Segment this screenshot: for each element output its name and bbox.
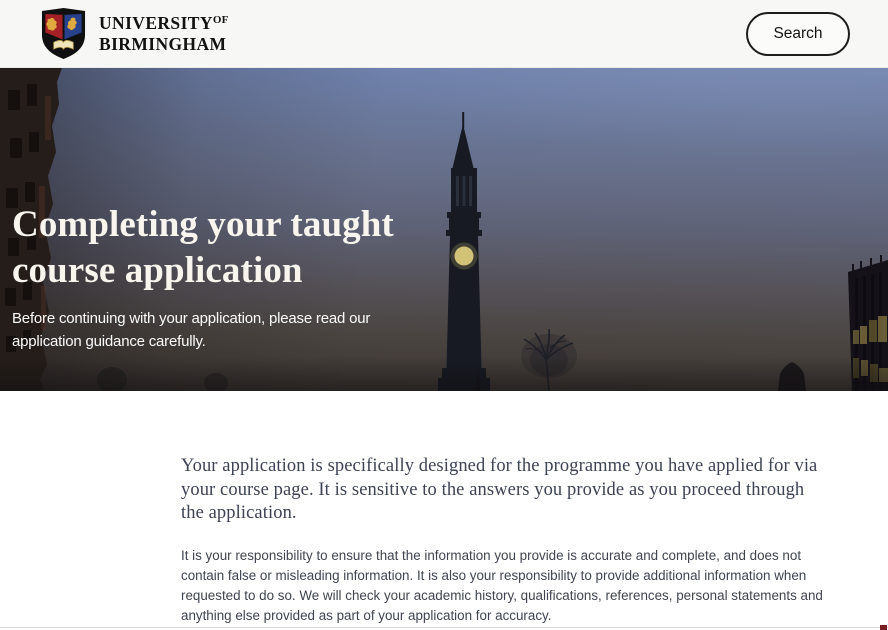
logo-word-of: OF (212, 13, 229, 26)
body-paragraph: It is your responsibility to ensure that the information you provide is accurate and complete, and does not contain false or misleading information. It is also your responsibility to provide additional information when requested to do so. We will check your academic history, qualifications, references, personal statements and anything else provided as part of your application for accuracy. (181, 547, 823, 623)
hero-subtitle: Before continuing with your application, please read our application guidance carefully. (12, 310, 371, 350)
page-title: Completing your taught course application (12, 204, 394, 291)
site-header (0, 0, 888, 68)
corner-marker (880, 625, 887, 630)
main-content (0, 391, 888, 626)
hero-banner (0, 68, 888, 391)
right-building-silhouette (848, 255, 888, 391)
bottom-divider (0, 627, 888, 628)
university-logo-link[interactable] (40, 7, 229, 60)
search-button[interactable]: Search (746, 12, 850, 56)
lead-paragraph: Your application is specifically designed for the programme you have applied for via your course page. It is sensitive to the answers you provide as you proceed through the application. (181, 456, 818, 523)
university-logo-text (99, 13, 229, 54)
clock-face (455, 247, 474, 266)
hero-copy (12, 202, 432, 353)
bare-tree-silhouette (521, 329, 577, 391)
logo-word-birmingham: BIRMINGHAM (99, 33, 227, 54)
logo-word-university: UNIVERSITY (99, 12, 213, 33)
belfry-window-slits (456, 176, 472, 206)
university-crest-icon (40, 7, 87, 60)
